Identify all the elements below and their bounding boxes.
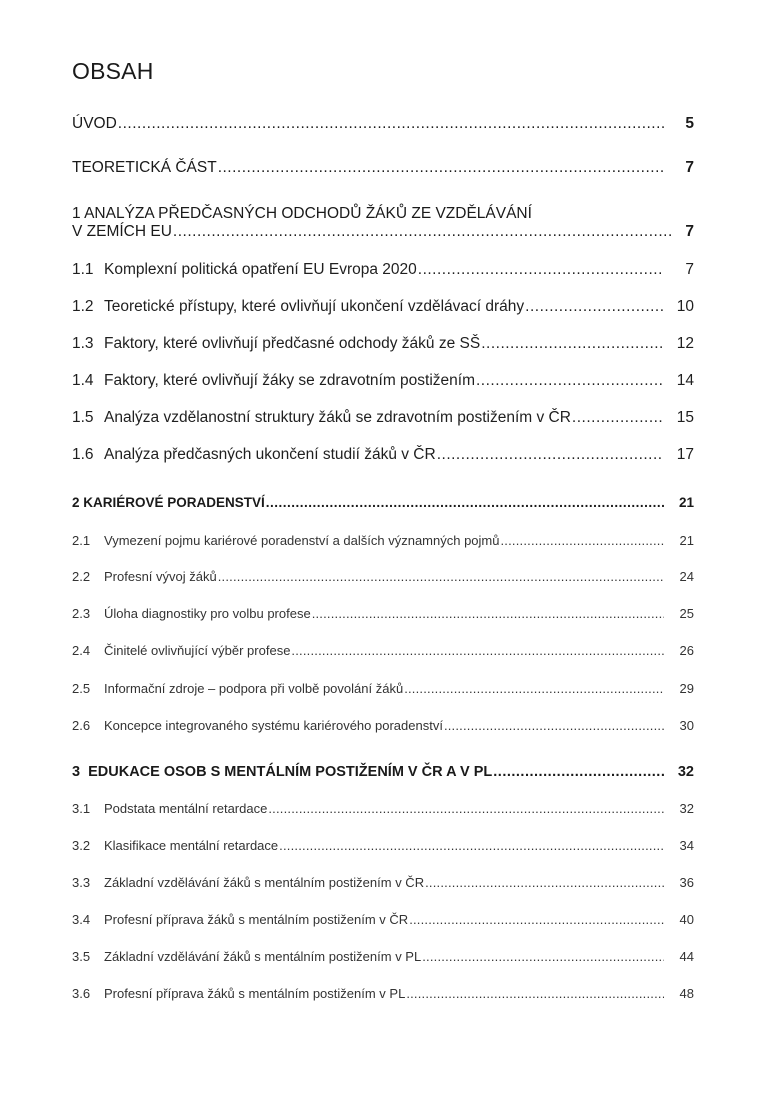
toc-page-number: 36 xyxy=(679,875,694,890)
toc-page-number: 24 xyxy=(679,569,694,584)
dot-leader xyxy=(218,569,664,584)
toc-entry-uvod[interactable] xyxy=(72,115,694,133)
dot-leader xyxy=(279,838,664,853)
toc-entry-label: Podstata mentální retardace xyxy=(104,801,268,816)
dot-leader xyxy=(572,409,663,427)
toc-page-number: 32 xyxy=(679,801,694,816)
toc-page-number: 7 xyxy=(685,159,694,176)
toc-entry-label: Profesní příprava žáků s mentálním postižením v PL xyxy=(104,986,406,1001)
dot-leader xyxy=(312,606,664,621)
toc-entry-number: 1.4 xyxy=(72,372,94,389)
toc-entry-label: Informační zdroje – podpora při volbě povolání žáků xyxy=(104,681,404,696)
toc-entry-number: 2.1 xyxy=(72,533,91,548)
toc-entry-number: 3.5 xyxy=(72,949,91,964)
toc-page-number: 25 xyxy=(679,606,694,621)
dot-leader xyxy=(500,533,664,548)
toc-page-number: 48 xyxy=(679,986,694,1001)
toc-entry-number: 3.1 xyxy=(72,801,91,816)
toc-page-number: 12 xyxy=(676,335,694,352)
dot-leader xyxy=(493,764,664,780)
toc-entry-3-1[interactable] xyxy=(72,801,694,816)
toc-page-number: 14 xyxy=(676,372,694,389)
toc-entry-label: 3 EDUKACE OSOB S MENTÁLNÍM POSTIŽENÍM V ČR A V PL xyxy=(72,764,493,780)
toc-page-number: 29 xyxy=(679,681,694,696)
toc-entry-number: 1.3 xyxy=(72,335,94,352)
toc-entry-label: Profesní vývoj žáků xyxy=(104,569,217,584)
toc-entry-3-3[interactable] xyxy=(72,875,694,890)
toc-entry-3-5[interactable] xyxy=(72,949,694,964)
toc-entry-chapter-1[interactable] xyxy=(72,205,694,241)
dot-leader xyxy=(266,495,664,510)
toc-entry-3-6[interactable] xyxy=(72,986,694,1001)
toc-entry-label: 2 KARIÉROVÉ PORADENSTVÍ xyxy=(72,495,265,510)
toc-page-number: 34 xyxy=(679,838,694,853)
dot-leader xyxy=(406,986,664,1001)
toc-page-number: 21 xyxy=(678,495,694,510)
toc-entry-chapter-2[interactable] xyxy=(72,495,694,510)
toc-entry-number: 1.5 xyxy=(72,409,94,426)
toc-entry-number: 2.6 xyxy=(72,718,91,733)
toc-page-number: 7 xyxy=(685,261,694,278)
toc-entry-1-6[interactable] xyxy=(72,446,694,464)
toc-entry-label: Teoretické přístupy, které ovlivňují ukončení vzdělávací dráhy xyxy=(104,298,525,315)
toc-entry-label: Faktory, které ovlivňují předčasné odchody žáků ze SŠ xyxy=(104,335,481,352)
toc-entry-label: Faktory, které ovlivňují žáky se zdravotním postižením xyxy=(104,372,475,389)
toc-entry-3-4[interactable] xyxy=(72,912,694,927)
toc-entry-number: 1.2 xyxy=(72,298,94,315)
dot-leader xyxy=(118,115,664,133)
toc-entry-2-5[interactable] xyxy=(72,681,694,696)
toc-entry-label-line1: 1 ANALÝZA PŘEDČASNÝCH ODCHODŮ ŽÁKŮ ZE VZDĚLÁVÁNÍ xyxy=(72,205,532,222)
toc-entry-label: Komplexní politická opatření EU Evropa 2020 xyxy=(104,261,417,278)
toc-entry-label: Analýza vzdělanostní struktury žáků se zdravotním postižením v ČR xyxy=(104,409,571,426)
toc-entry-label: Analýza předčasných ukončení studií žáků v ČR xyxy=(104,446,436,463)
toc-entry-label: Koncepce integrovaného systému kariérového poradenství xyxy=(104,718,443,733)
toc-entry-1-3[interactable] xyxy=(72,335,694,353)
toc-entry-label: TEORETICKÁ ČÁST xyxy=(72,159,217,176)
dot-leader xyxy=(173,223,671,241)
dot-leader xyxy=(525,298,663,316)
toc-entry-label: Vymezení pojmu kariérové poradenství a dalších významných pojmů xyxy=(104,533,500,548)
toc-entry-number: 2.5 xyxy=(72,681,91,696)
toc-entry-label: Profesní příprava žáků s mentálním postižením v ČR xyxy=(104,912,409,927)
toc-entry-2-3[interactable] xyxy=(72,606,694,621)
toc-entry-number: 3.6 xyxy=(72,986,91,1001)
toc-page-number: 21 xyxy=(679,533,694,548)
toc-entry-number: 1.6 xyxy=(72,446,94,463)
toc-entry-label: Klasifikace mentální retardace xyxy=(104,838,279,853)
dot-leader xyxy=(444,718,664,733)
toc-entry-label: Základní vzdělávání žáků s mentálním postižením v PL xyxy=(104,949,422,964)
toc-entry-label: Základní vzdělávání žáků s mentálním postižením v ČR xyxy=(104,875,425,890)
toc-page-number: 5 xyxy=(685,115,694,132)
toc-entry-label: Úloha diagnostiky pro volbu profese xyxy=(104,606,311,621)
toc-entry-1-5[interactable] xyxy=(72,409,694,427)
dot-leader xyxy=(409,912,664,927)
toc-entry-number: 2.3 xyxy=(72,606,91,621)
dot-leader xyxy=(476,372,663,390)
toc-page-number: 32 xyxy=(677,764,694,780)
dot-leader xyxy=(422,949,664,964)
toc-page-number: 30 xyxy=(679,718,694,733)
page-title: OBSAH xyxy=(72,58,154,84)
toc-page-number: 10 xyxy=(676,298,694,315)
toc-entry-3-2[interactable] xyxy=(72,838,694,853)
toc-entry-teoreticka-cast[interactable] xyxy=(72,159,694,177)
dot-leader xyxy=(291,643,664,658)
toc-entry-chapter-3[interactable] xyxy=(72,764,694,780)
toc-entry-2-2[interactable] xyxy=(72,569,694,584)
dot-leader xyxy=(404,681,664,696)
toc-entry-1-1[interactable] xyxy=(72,261,694,279)
toc-entry-label-line2: V ZEMÍCH EU xyxy=(72,223,172,240)
toc-entry-number: 3.3 xyxy=(72,875,91,890)
dot-leader xyxy=(268,801,664,816)
dot-leader xyxy=(437,446,663,464)
toc-page-number: 44 xyxy=(679,949,694,964)
toc-entry-2-1[interactable] xyxy=(72,533,694,548)
dot-leader xyxy=(218,159,664,177)
toc-entry-number: 3.4 xyxy=(72,912,91,927)
toc-entry-1-2[interactable] xyxy=(72,298,694,316)
toc-entry-label: ÚVOD xyxy=(72,115,117,132)
toc-entry-1-4[interactable] xyxy=(72,372,694,390)
toc-entry-number: 2.4 xyxy=(72,643,91,658)
toc-entry-2-6[interactable] xyxy=(72,718,694,733)
toc-entry-number: 2.2 xyxy=(72,569,91,584)
toc-entry-number: 3.2 xyxy=(72,838,91,853)
toc-entry-number: 1.1 xyxy=(72,261,94,278)
dot-leader xyxy=(425,875,664,890)
toc-page-number: 40 xyxy=(679,912,694,927)
toc-entry-2-4[interactable] xyxy=(72,643,694,658)
toc-page-number: 17 xyxy=(676,446,694,463)
dot-leader xyxy=(481,335,663,353)
toc-page-number: 15 xyxy=(676,409,694,426)
toc-page-number: 26 xyxy=(679,643,694,658)
dot-leader xyxy=(418,261,664,279)
toc-page-number: 7 xyxy=(685,223,694,240)
toc-entry-label: Činitelé ovlivňující výběr profese xyxy=(104,643,291,658)
